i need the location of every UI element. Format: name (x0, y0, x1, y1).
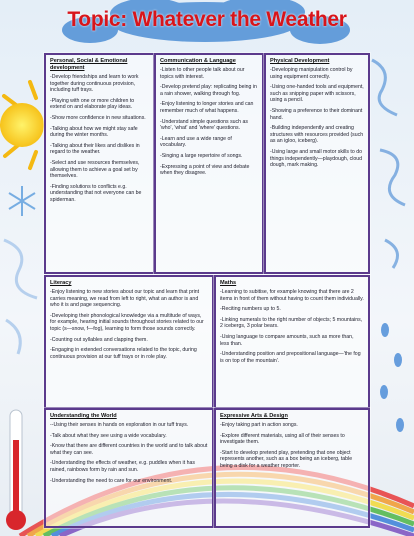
list-item: -Building independently and creating structures with resources provided (such as an igloo, iceberg). (270, 125, 364, 145)
section-heading: Physical Development (270, 58, 330, 64)
list-item: -Using one-handed tools and equipment, such as snipping paper with scissors, using a pencil. (270, 84, 364, 104)
list-item: -Playing with one or more children to extend on and elaborate play ideas. (50, 97, 135, 111)
list-item: -Talking about their likes and dislikes in regard to the weather. (50, 142, 140, 156)
list-item: -Understanding the need to care for our environment. (50, 477, 173, 484)
list-item: -Showing a preference to their dominant hand. (270, 107, 363, 121)
list-item: -Understanding position and prepositional language—'the fog is on top of the mountain'. (220, 351, 361, 364)
section-list (270, 67, 364, 169)
section-personal-social-emotional (44, 53, 155, 274)
page-title: Topic: Whatever the Weather (67, 8, 347, 31)
list-item: -Developing their phonological knowledge via a multitude of ways, for example, hearing initial sounds throughout stories related to our topic (s—snow, f—fog), learning to form those sounds correctly. (50, 312, 204, 332)
section-heading: Personal, Social & Emotional development (50, 58, 128, 71)
list-item: -Explore different materials, using all of their senses to investigate them. (220, 432, 345, 446)
list-item: -Expressing a point of view and debate when they disagree. (160, 163, 250, 177)
section-heading: Literacy (50, 280, 72, 286)
section-maths (214, 275, 370, 409)
list-item: -Listen to other people talk about our topics with interest. (160, 67, 245, 80)
section-list (220, 289, 364, 364)
list-item: -Develop friendships and learn to work together during continuous provision, including tuff trays. (50, 74, 139, 94)
list-item: -Understand simple questions such as 'who', 'what' and 'where' questions. (160, 118, 248, 132)
list-item: -Linking numerals to the right number of objects; 5 mountains, 2 icebergs, 3 polar bears. (220, 316, 363, 330)
list-item: -Understanding the effects of weather, e.g. puddles when it has rained, rainbows form by rain and sun. (50, 460, 195, 473)
section-expressive-arts-design (214, 408, 370, 528)
list-item: -Develop pretend play: replicating being in a rain shower, walking through fog. (160, 84, 257, 97)
list-item: -Learning to subitise, for example knowing that there are 2 items in front of them without having to count them individually. (220, 289, 364, 302)
list-item: -Learn and use a wide range of vocabulary. (160, 135, 232, 149)
list-item: -Singing a large repertoire of songs. (160, 152, 243, 159)
list-item: -Start to develop pretend play, pretending that one object represents another, such as a box being an iceberg, table being a disk for a weather reporter. (220, 449, 353, 469)
list-item: -Finding solutions to conflicts e.g. understanding that not everyone can be spiderman. (50, 183, 142, 203)
section-heading: Maths (220, 280, 237, 286)
section-understanding-the-world (44, 408, 214, 528)
section-list (50, 422, 208, 484)
list-item: -Talking about how we might stay safe during the winter months. (50, 125, 138, 139)
list-item: -Reciting numbers up to 5. (220, 306, 281, 313)
list-item: -Counting out syllables and clapping them. (50, 336, 148, 343)
list-item: --Using their senses in hands on exploration in our tuff trays. (50, 422, 189, 428)
section-physical-development (264, 53, 370, 274)
list-item: -Talk about what they see using a wide vocabulary. (50, 432, 167, 439)
list-item: -Developing manipulation control by using equipment correctly. (270, 67, 353, 80)
section-list (160, 67, 258, 177)
section-communication-language (154, 53, 264, 274)
list-item: -Using language to compare amounts, such as more than, less than. (220, 333, 354, 347)
list-item: -Engaging in extended conversations related to the topic, during continuous provision at our tuff trays or in role play. (50, 347, 197, 360)
section-heading: Understanding the World (50, 413, 117, 419)
list-item: -Enjoy taking part in action songs. (220, 422, 298, 428)
list-item: -Select and use resources themselves, allowing them to achieve a goal set by themselves. (50, 159, 140, 180)
section-literacy (44, 275, 214, 409)
list-item: -Enjoy listening to longer stories and can remember much of what happens. (160, 101, 254, 114)
list-item: -Using large and small motor skills to do things independently—playdough, cloud dough, mark making. (270, 148, 363, 169)
section-heading: Communication & Language (160, 58, 236, 64)
list-item: -Show more confidence in new situations. (50, 114, 146, 121)
list-item: -Know that there are different countries in the world and to talk about what they can see. (50, 443, 208, 456)
section-heading: Expressive Arts & Design (220, 413, 288, 419)
list-item: -Enjoy listening to new stories about our topic and learn that print carries meaning, we read from left to right, what an author is and who it is and page sequencing. (50, 289, 200, 309)
section-list (50, 289, 208, 360)
section-list (220, 422, 364, 470)
section-list (50, 74, 149, 204)
